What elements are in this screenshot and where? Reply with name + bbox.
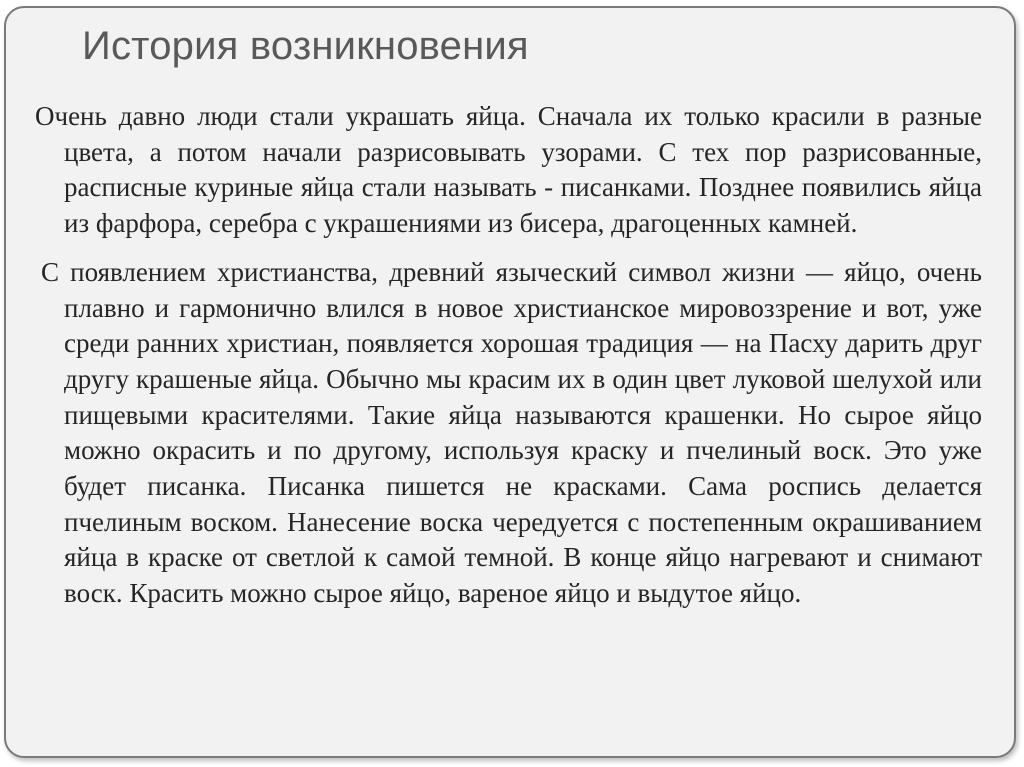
paragraph-christianity: С появлением христианства, древний языческий символ жизни — яйцо, очень плавно и гармонично влился в новое христианское мировоззрение и вот, уже среди ранних христиан, появляется хорошая традиция — на Пасху дарить друг другу крашеные яйца. Обычно мы красим их в один цвет луковой шелухой или пищевыми красителями. Такие яйца называются крашенки. Но сырое яйцо можно окрасить и по другому, используя краску и пчелиный воск. Это уже будет писанка. Писанка пишется не красками. Сама роспись делается пчелиным воском. Нанесение воска чередуется с постепенным окрашиванием яйца в краске от светлой к самой темной. В конце яйцо нагревают и снимают воск. Красить можно сырое яйцо, вареное яйцо и выдутое яйцо. xyxy=(41,256,982,609)
slide-title: История возникновения xyxy=(82,24,529,68)
paragraph-history: Очень давно люди стали украшать яйца. Сначала их только красили в разные цвета, а потом начали разрисовывать узорами. С тех пор разрисованные, расписные куриные яйца стали называть - писанками. Позднее появились яйца из фарфора, серебра с украшениями из бисера, драгоценных камней. xyxy=(35,101,982,239)
slide-body xyxy=(35,99,982,612)
